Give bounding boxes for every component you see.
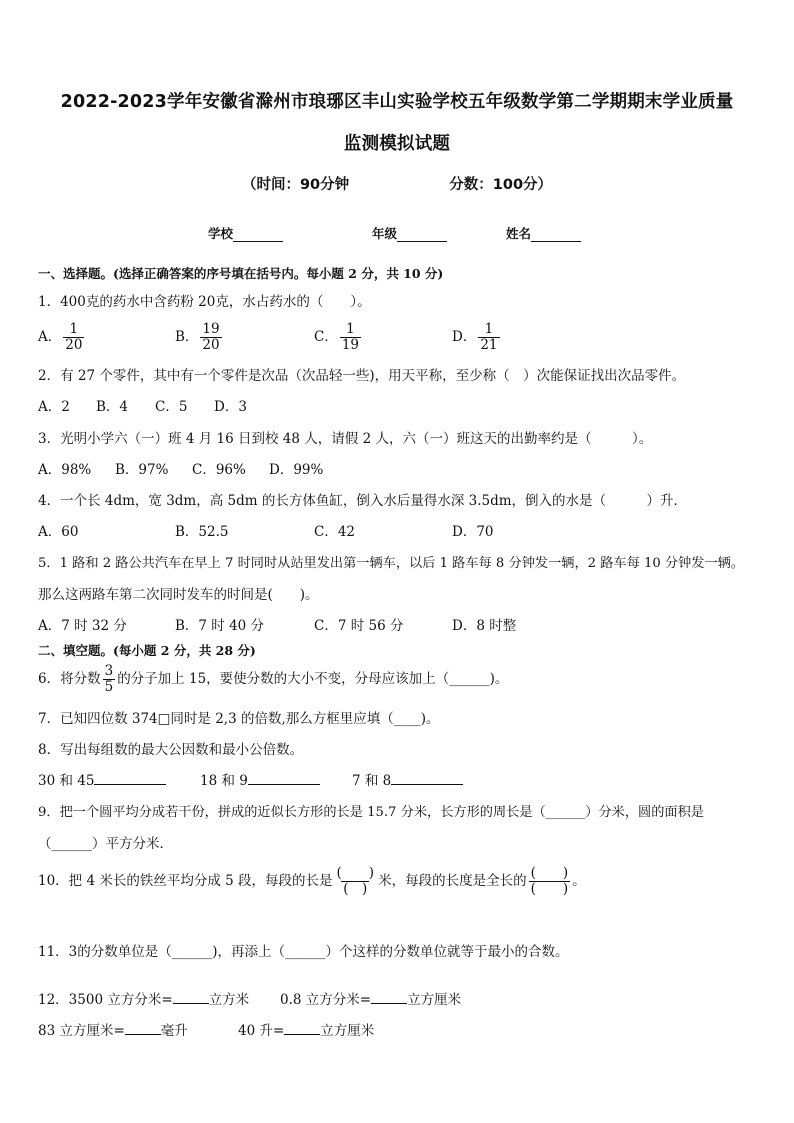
question-12-b bbox=[280, 988, 461, 1008]
option-c[interactable]: C．5 bbox=[155, 399, 188, 415]
unit-label: 毫升 bbox=[160, 1023, 188, 1039]
question-8-item bbox=[38, 769, 166, 789]
fraction-numerator: 3 bbox=[104, 663, 114, 679]
grade-input-line[interactable] bbox=[397, 227, 447, 242]
question-2: 2．有 27 个零件，其中有一个零件是次品（次品轻一些)，用天平称，至少称（ ）次能保证找出次品零件。 bbox=[38, 368, 686, 384]
option-a[interactable]: A．98% bbox=[38, 462, 92, 478]
fraction-numerator: ( ) bbox=[530, 865, 569, 881]
question-10 bbox=[38, 866, 586, 897]
exam-info bbox=[0, 173, 794, 194]
question-9: 9．把一个圆平均分成若干份，拼成的近似长方形的长是 15.7 分米，长方形的周长是（______）分米，圆的面积是 bbox=[38, 805, 704, 820]
option-c[interactable]: C．7 时 56 分 bbox=[314, 618, 404, 634]
question-8-item bbox=[200, 769, 320, 789]
fraction-denominator: ( ) bbox=[530, 880, 569, 897]
unit-label: 立方厘米 bbox=[407, 992, 462, 1008]
option-d[interactable]: D．99% bbox=[269, 462, 324, 478]
answer-blank[interactable] bbox=[173, 989, 209, 1004]
option-c[interactable]: C．96% bbox=[192, 462, 246, 478]
fraction-denominator: 5 bbox=[104, 678, 114, 695]
option-a[interactable]: A．60 bbox=[38, 524, 79, 540]
item-label: 83 立方厘米= bbox=[38, 1023, 125, 1039]
page-title-line2: 监测模拟试题 bbox=[343, 134, 451, 154]
question-11 bbox=[38, 940, 569, 960]
option-a[interactable] bbox=[38, 322, 86, 353]
unit-label: 立方米 bbox=[208, 992, 250, 1008]
answer-blank[interactable] bbox=[248, 770, 320, 785]
option-label: B． bbox=[175, 328, 199, 345]
section-heading-fill: 二、填空题。(每小题 2 分，共 28 分) bbox=[38, 643, 256, 658]
question-10-mid: 米，每段的长度是全长的 bbox=[378, 872, 527, 889]
option-label: A． bbox=[38, 328, 62, 345]
item-label: 0.8 立方分米= bbox=[280, 992, 372, 1008]
option-label: C． bbox=[314, 328, 338, 345]
fraction-numerator: 1 bbox=[69, 321, 79, 337]
question-10-pre: 10．把 4 米长的铁丝平均分成 5 段，每段的长是 bbox=[38, 872, 333, 889]
option-d[interactable]: D．3 bbox=[214, 399, 247, 415]
fraction-numerator: ( ) bbox=[336, 865, 375, 881]
answer-blank[interactable] bbox=[284, 1020, 320, 1035]
score-info: 分数：100分） bbox=[449, 177, 553, 193]
fraction-numerator: 1 bbox=[484, 321, 494, 337]
fraction-denominator: ( ) bbox=[343, 880, 368, 897]
grade-field bbox=[372, 224, 447, 242]
question-6 bbox=[38, 664, 508, 695]
unit-label: 立方厘米 bbox=[320, 1023, 375, 1039]
item-label: 18 和 9 bbox=[200, 773, 248, 789]
question-11-pre: 11．3 bbox=[38, 944, 78, 960]
question-7: 7．已知四位数 374□同时是 2,3 的倍数,那么方框里应填（____)。 bbox=[38, 711, 440, 727]
question-11-post: 的分数单位是（______)，再添上（______）个这样的分数单位就等于最小的合数。 bbox=[77, 944, 569, 960]
question-9-continued: （______）平方分米． bbox=[38, 836, 173, 852]
item-label: 40 升= bbox=[238, 1023, 285, 1039]
answer-blank[interactable] bbox=[125, 1020, 161, 1035]
question-6-post: 的分子加上 15，要使分数的大小不变，分母应该加上（______)。 bbox=[117, 670, 509, 687]
fraction bbox=[478, 322, 499, 353]
name-field bbox=[506, 224, 581, 242]
option-d[interactable]: D．8 时整 bbox=[452, 618, 517, 634]
school-label: 学校 bbox=[208, 226, 234, 241]
option-d[interactable] bbox=[452, 322, 502, 353]
option-b[interactable] bbox=[175, 322, 224, 353]
item-label: 7 和 8 bbox=[352, 773, 392, 789]
fraction-denominator: 21 bbox=[480, 336, 498, 353]
answer-blank[interactable] bbox=[371, 989, 407, 1004]
option-b[interactable]: B．52.5 bbox=[175, 524, 229, 540]
question-6-pre: 6．将分数 bbox=[38, 670, 101, 687]
item-label: 30 和 45 bbox=[38, 773, 95, 789]
grade-label: 年级 bbox=[372, 226, 398, 241]
page-title: 2022-2023学年安徽省滁州市琅琊区丰山实验学校五年级数学第二学期期末学业质量 bbox=[60, 92, 734, 112]
fraction-numerator: 1 bbox=[346, 321, 355, 337]
fraction-denominator: 20 bbox=[65, 336, 83, 353]
fraction-blank[interactable] bbox=[335, 866, 377, 897]
school-field bbox=[208, 224, 283, 242]
option-d[interactable]: D．70 bbox=[452, 524, 494, 540]
question-8: 8．写出每组数的最大公因数和最小公倍数。 bbox=[38, 742, 304, 758]
item-label: 12．3500 立方分米= bbox=[38, 992, 173, 1008]
question-8-item bbox=[352, 769, 463, 789]
option-a[interactable]: A．2 bbox=[38, 399, 70, 415]
option-b[interactable]: B．7 时 40 分 bbox=[175, 618, 265, 634]
fraction-denominator: 20 bbox=[202, 336, 220, 353]
answer-blank[interactable] bbox=[391, 770, 463, 785]
option-c[interactable] bbox=[314, 322, 363, 353]
option-c[interactable]: C．42 bbox=[314, 524, 356, 540]
fraction bbox=[63, 322, 84, 353]
school-input-line[interactable] bbox=[233, 227, 283, 242]
question-4: 4．一个长 4dm，宽 3dm，高 5dm 的长方体鱼缸，倒入水后量得水深 3.5dm，倒入的水是（ ）升． bbox=[38, 493, 688, 509]
fraction bbox=[103, 664, 116, 695]
question-12-a bbox=[38, 988, 249, 1008]
section-heading-choice: 一、选择题。(选择正确答案的序号填在括号内。每小题 2 分，共 10 分) bbox=[38, 266, 444, 281]
question-3: 3．光明小学六（一）班 4 月 16 日到校 48 人，请假 2 人，六（一）班这天的出勤率约是（ ）。 bbox=[38, 431, 653, 447]
fraction bbox=[200, 322, 221, 353]
question-5-continued: 那么这两路车第二次同时发车的时间是( )。 bbox=[38, 587, 319, 603]
fraction-numerator: 19 bbox=[202, 321, 220, 337]
option-b[interactable]: B．4 bbox=[96, 399, 129, 415]
question-5: 5．1 路和 2 路公共汽车在早上 7 时同时从站里发出第一辆车，以后 1 路车每 8 分钟发一辆，2 路车每 10 分钟发一辆。 bbox=[38, 556, 745, 571]
fraction bbox=[340, 322, 361, 353]
fraction-blank[interactable] bbox=[529, 866, 571, 897]
question-10-post: 。 bbox=[572, 872, 586, 889]
name-input-line[interactable] bbox=[531, 227, 581, 242]
fraction-denominator: 19 bbox=[341, 336, 360, 353]
question-12-d bbox=[238, 1019, 374, 1039]
answer-blank[interactable] bbox=[94, 770, 166, 785]
question-1: 1．400克的药水中含药粉 20克，水占药水的（ ）。 bbox=[38, 294, 371, 310]
time-info: （时间：90分钟 bbox=[241, 177, 350, 193]
question-12-c bbox=[38, 1019, 188, 1039]
option-label: D． bbox=[452, 328, 477, 345]
name-label: 姓名 bbox=[506, 226, 532, 241]
option-a[interactable]: A．7 时 32 分 bbox=[38, 618, 127, 634]
option-b[interactable]: B．97% bbox=[115, 462, 169, 478]
